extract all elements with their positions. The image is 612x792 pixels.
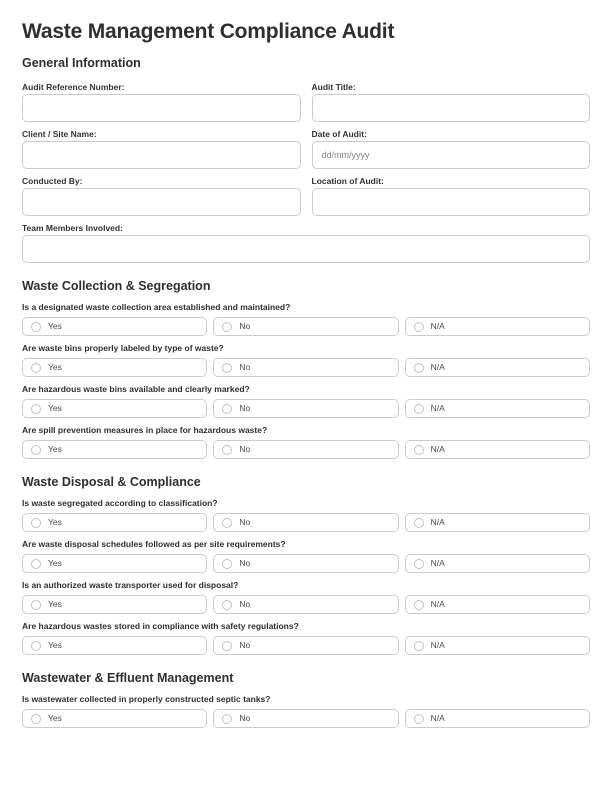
answer-options <box>22 554 590 573</box>
option-na[interactable] <box>405 358 590 377</box>
radio-icon <box>414 363 424 373</box>
option-no[interactable] <box>213 636 398 655</box>
question-label: Is waste segregated according to classification? <box>22 498 218 508</box>
page-title: Waste Management Compliance Audit <box>22 20 395 43</box>
option-label: Yes <box>48 558 62 569</box>
question <box>22 426 590 459</box>
option-na[interactable] <box>405 554 590 573</box>
section-waste-disposal-compliance <box>22 476 590 655</box>
radio-icon <box>31 559 41 569</box>
radio-icon <box>222 445 232 455</box>
option-yes[interactable] <box>22 709 207 728</box>
question <box>22 344 590 377</box>
option-label: Yes <box>48 599 62 610</box>
option-label: N/A <box>430 362 445 373</box>
answer-options <box>22 440 590 459</box>
team-members-involved-input[interactable] <box>22 235 590 263</box>
team-members-involved-label: Team Members Involved: <box>22 223 123 233</box>
option-yes[interactable] <box>22 358 207 377</box>
question-label: Are waste disposal schedules followed as per site requirements? <box>22 539 286 549</box>
option-label: No <box>239 444 251 455</box>
option-na[interactable] <box>405 513 590 532</box>
option-na[interactable] <box>405 636 590 655</box>
option-yes[interactable] <box>22 399 207 418</box>
option-label: Yes <box>48 362 62 373</box>
option-no[interactable] <box>213 358 398 377</box>
date-of-audit-label: Date of Audit: <box>311 129 367 139</box>
option-label: No <box>239 321 251 332</box>
option-label: N/A <box>430 517 445 528</box>
question-label: Are hazardous waste bins available and clearly marked? <box>22 384 250 394</box>
option-label: Yes <box>48 713 62 724</box>
conducted-by-input[interactable] <box>22 188 301 216</box>
location-of-audit-label: Location of Audit: <box>311 176 384 186</box>
option-label: No <box>239 640 251 651</box>
radio-icon <box>222 600 232 610</box>
radio-icon <box>222 363 232 373</box>
field-location-of-audit <box>312 177 591 216</box>
option-label: No <box>239 599 251 610</box>
section-wastewater-effluent-management <box>22 672 590 728</box>
conducted-by-label: Conducted By: <box>22 176 83 186</box>
wastewater-effluent-management-heading: Wastewater & Effluent Management <box>22 671 234 685</box>
option-label: N/A <box>430 403 445 414</box>
audit-title-label: Audit Title: <box>311 82 356 92</box>
option-no[interactable] <box>213 317 398 336</box>
radio-icon <box>31 518 41 528</box>
question <box>22 540 590 573</box>
radio-icon <box>31 600 41 610</box>
audit-title-input[interactable] <box>312 94 591 122</box>
option-label: No <box>239 558 251 569</box>
option-na[interactable] <box>405 709 590 728</box>
client-site-name-label: Client / Site Name: <box>22 129 97 139</box>
client-site-name-input[interactable] <box>22 141 301 169</box>
section-general-information <box>22 57 590 263</box>
option-na[interactable] <box>405 317 590 336</box>
radio-icon <box>222 404 232 414</box>
radio-icon <box>31 322 41 332</box>
option-na[interactable] <box>405 440 590 459</box>
radio-icon <box>414 559 424 569</box>
option-label: No <box>239 517 251 528</box>
option-yes[interactable] <box>22 440 207 459</box>
question-label: Are hazardous wastes stored in compliance with safety regulations? <box>22 621 299 631</box>
radio-icon <box>414 714 424 724</box>
field-client-site-name <box>22 130 301 169</box>
radio-icon <box>222 518 232 528</box>
radio-icon <box>222 559 232 569</box>
answer-options <box>22 513 590 532</box>
option-yes[interactable] <box>22 595 207 614</box>
radio-icon <box>414 445 424 455</box>
radio-icon <box>414 404 424 414</box>
option-yes[interactable] <box>22 317 207 336</box>
option-label: N/A <box>430 640 445 651</box>
option-yes[interactable] <box>22 554 207 573</box>
question <box>22 499 590 532</box>
radio-icon <box>414 600 424 610</box>
question <box>22 695 590 728</box>
option-label: N/A <box>430 444 445 455</box>
question <box>22 385 590 418</box>
option-yes[interactable] <box>22 636 207 655</box>
radio-icon <box>222 322 232 332</box>
radio-icon <box>31 363 41 373</box>
question <box>22 303 590 336</box>
waste-disposal-compliance-heading: Waste Disposal & Compliance <box>22 475 201 489</box>
option-label: Yes <box>48 517 62 528</box>
question <box>22 622 590 655</box>
radio-icon <box>222 641 232 651</box>
location-of-audit-input[interactable] <box>312 188 591 216</box>
option-label: N/A <box>430 321 445 332</box>
general-information-heading: General Information <box>22 56 141 70</box>
option-na[interactable] <box>405 595 590 614</box>
radio-icon <box>414 322 424 332</box>
option-label: Yes <box>48 321 62 332</box>
option-no[interactable] <box>213 554 398 573</box>
field-audit-reference-number <box>22 83 301 122</box>
radio-icon <box>31 404 41 414</box>
field-date-of-audit <box>312 130 591 169</box>
option-label: Yes <box>48 403 62 414</box>
option-no[interactable] <box>213 595 398 614</box>
field-conducted-by <box>22 177 301 216</box>
radio-icon <box>31 445 41 455</box>
option-no[interactable] <box>213 399 398 418</box>
field-audit-title <box>312 83 591 122</box>
audit-reference-number-input[interactable] <box>22 94 301 122</box>
radio-icon <box>414 518 424 528</box>
date-of-audit-input[interactable] <box>312 141 591 169</box>
answer-options <box>22 709 590 728</box>
question-label: Is a designated waste collection area established and maintained? <box>22 302 291 312</box>
option-yes[interactable] <box>22 513 207 532</box>
answer-options <box>22 317 590 336</box>
option-no[interactable] <box>213 513 398 532</box>
answer-options <box>22 636 590 655</box>
option-no[interactable] <box>213 709 398 728</box>
question-label: Are spill prevention measures in place for hazardous waste? <box>22 425 268 435</box>
option-label: N/A <box>430 599 445 610</box>
answer-options <box>22 358 590 377</box>
option-label: N/A <box>430 558 445 569</box>
radio-icon <box>222 714 232 724</box>
waste-collection-segregation-heading: Waste Collection & Segregation <box>22 279 211 293</box>
radio-icon <box>414 641 424 651</box>
option-label: No <box>239 713 251 724</box>
audit-reference-number-label: Audit Reference Number: <box>22 82 125 92</box>
question-label: Is wastewater collected in properly constructed septic tanks? <box>22 694 271 704</box>
option-label: N/A <box>430 713 445 724</box>
answer-options <box>22 595 590 614</box>
field-team-members-involved <box>22 224 590 263</box>
answer-options <box>22 399 590 418</box>
option-no[interactable] <box>213 440 398 459</box>
option-label: Yes <box>48 444 62 455</box>
section-waste-collection-segregation <box>22 280 590 459</box>
radio-icon <box>31 641 41 651</box>
question-label: Are waste bins properly labeled by type of waste? <box>22 343 224 353</box>
radio-icon <box>31 714 41 724</box>
question <box>22 581 590 614</box>
option-label: No <box>239 362 251 373</box>
question-label: Is an authorized waste transporter used for disposal? <box>22 580 239 590</box>
option-label: No <box>239 403 251 414</box>
option-label: Yes <box>48 640 62 651</box>
general-fields-grid <box>22 83 590 263</box>
option-na[interactable] <box>405 399 590 418</box>
